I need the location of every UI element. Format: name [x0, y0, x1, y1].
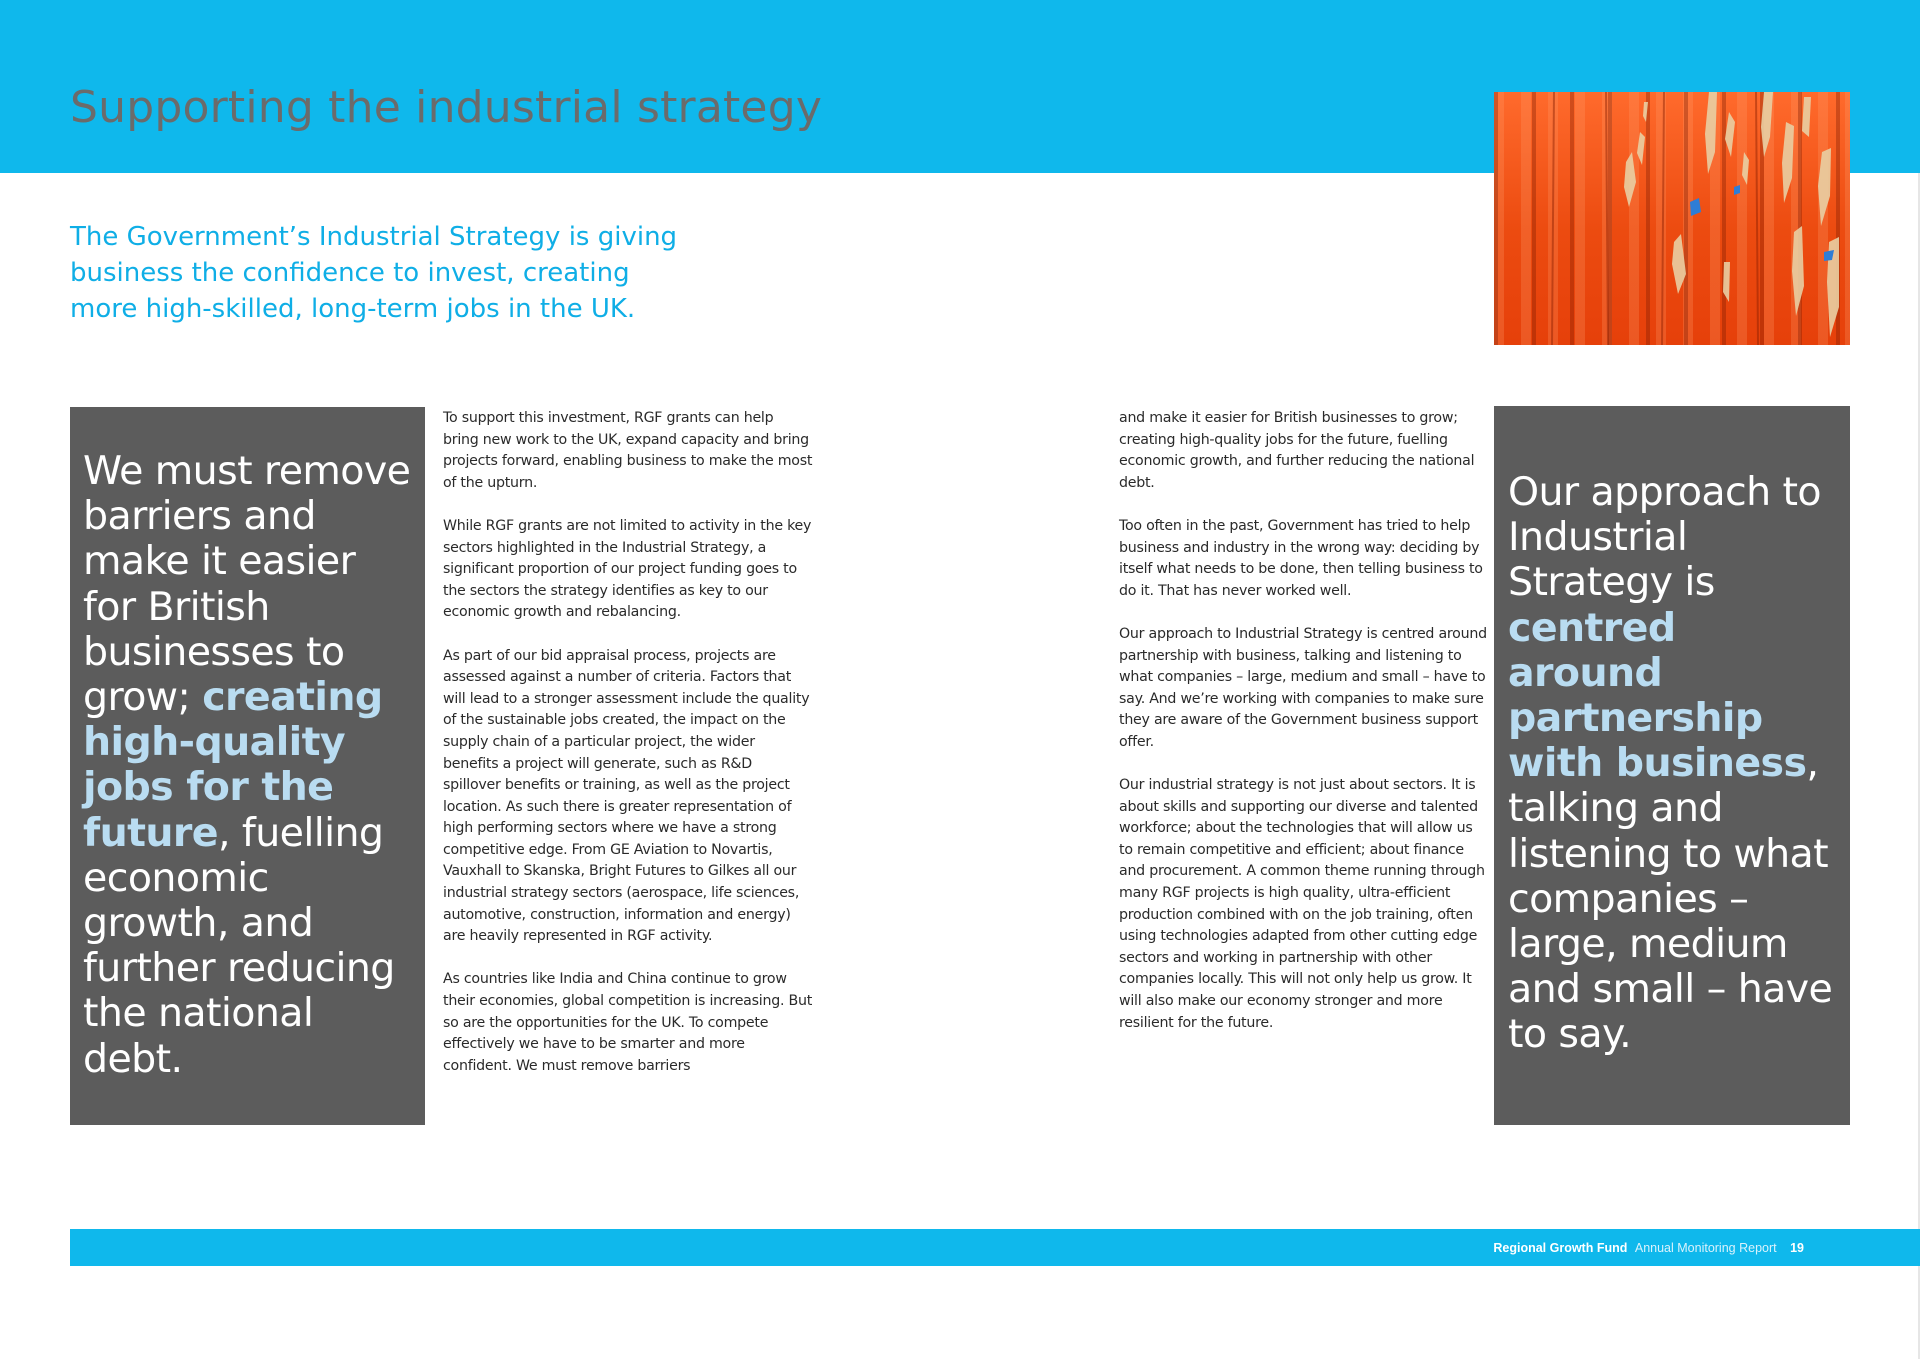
- body-column-1: [443, 408, 813, 1099]
- peeling-paint-photo: [1494, 92, 1850, 345]
- column-1-paragraph: While RGF grants are not limited to activity in the key sectors highlighted in the Industrial Strategy, a significant proportion of our project funding goes to the sectors the strategy identifies as key to our economic growth and rebalancing.: [443, 517, 812, 621]
- column-1-paragraph: To support this investment, RGF grants can help bring new work to the UK, expand capacity and bring projects forward, enabling business to make the most of the upturn.: [443, 410, 813, 491]
- pull-quote-right-text: [1508, 470, 1840, 1058]
- column-2-paragraph: Our approach to Industrial Strategy is centred around partnership with business, talking and listening to what companies – large, medium and small – have to say. And we’re working with companies to make sure they are aware of the Government business support offer.: [1119, 625, 1487, 750]
- pull-quote-left-highlight: creating high-quality jobs for the future: [83, 674, 383, 856]
- footer-publication: Regional Growth Fund: [1493, 1241, 1628, 1255]
- column-2-paragraph: Too often in the past, Government has tried to help business and industry in the wrong way: deciding by itself what needs to be done, then telling business to do it. That has never worked well.: [1119, 517, 1483, 599]
- column-2-paragraph: Our industrial strategy is not just about sectors. It is about skills and supporting our diverse and talented workforce; about the technologies that will allow us to remain competitive and efficient; about finance and procurement. A common theme running through many RGF projects is high quality, ultra-efficient production combined with on the job training, often using technologies adapted from other cutting edge sectors and working in partnership with other companies locally. This will not only help us grow. It will also make our economy stronger and more resilient for the future.: [1119, 777, 1485, 1031]
- page-title: Supporting the industrial strategy: [70, 82, 823, 133]
- pull-quote-left-part-1: We must remove barriers and make it easier for British businesses to grow;: [83, 448, 411, 721]
- body-column-2: [1119, 408, 1489, 1056]
- pull-quote-right-part-1: Our approach to Industrial Strategy is: [1508, 469, 1821, 606]
- column-1-paragraph: As part of our bid appraisal process, projects are assessed against a number of criteria. Factors that will lead to a stronger assessment include the quality of the sustainable jobs created, the impact on the supply chain of a particular project, the wider benefits a project will generate, such as R&D spillover benefits or training, as well as the project location. As such there is greater representation of high performing sectors where we have a strong competitive edge. From GE Aviation to Novartis, Vauxhall to Skanska, Bright Futures to Gilkes all our industrial strategy sectors (aerospace, life sciences, automotive, construction, information and energy) are heavily represented in RGF activity.: [443, 647, 810, 945]
- intro-text: The Government’s Industrial Strategy is giving business the confidence to invest, creating more high-skilled, long-term jobs in the UK.: [70, 222, 678, 324]
- footer-text: [1493, 1241, 1804, 1255]
- pull-quote-left-part-2: , fuelling economic growth, and further reducing the national debt.: [83, 809, 395, 1082]
- pull-quote-right: [1494, 406, 1850, 1125]
- footer-report-title: Annual Monitoring Report: [1634, 1241, 1777, 1255]
- column-2-paragraph: and make it easier for British businesses to grow; creating high-quality jobs for the future, fuelling economic growth, and further reducing the national debt.: [1119, 410, 1475, 491]
- column-1-paragraph: As countries like India and China continue to grow their economies, global competition is increasing. But so are the opportunities for the UK. To compete effectively we have to be smarter and more confident. We must remove barriers: [443, 971, 813, 1074]
- page-number: 19: [1790, 1241, 1804, 1255]
- pull-quote-right-highlight: centred around partnership with business: [1508, 604, 1807, 787]
- pull-quote-left: [70, 407, 425, 1125]
- pull-quote-left-text: [83, 449, 413, 1082]
- pull-quote-right-part-2: , talking and listening to what companies – large, medium and small – have to say.: [1508, 740, 1833, 1058]
